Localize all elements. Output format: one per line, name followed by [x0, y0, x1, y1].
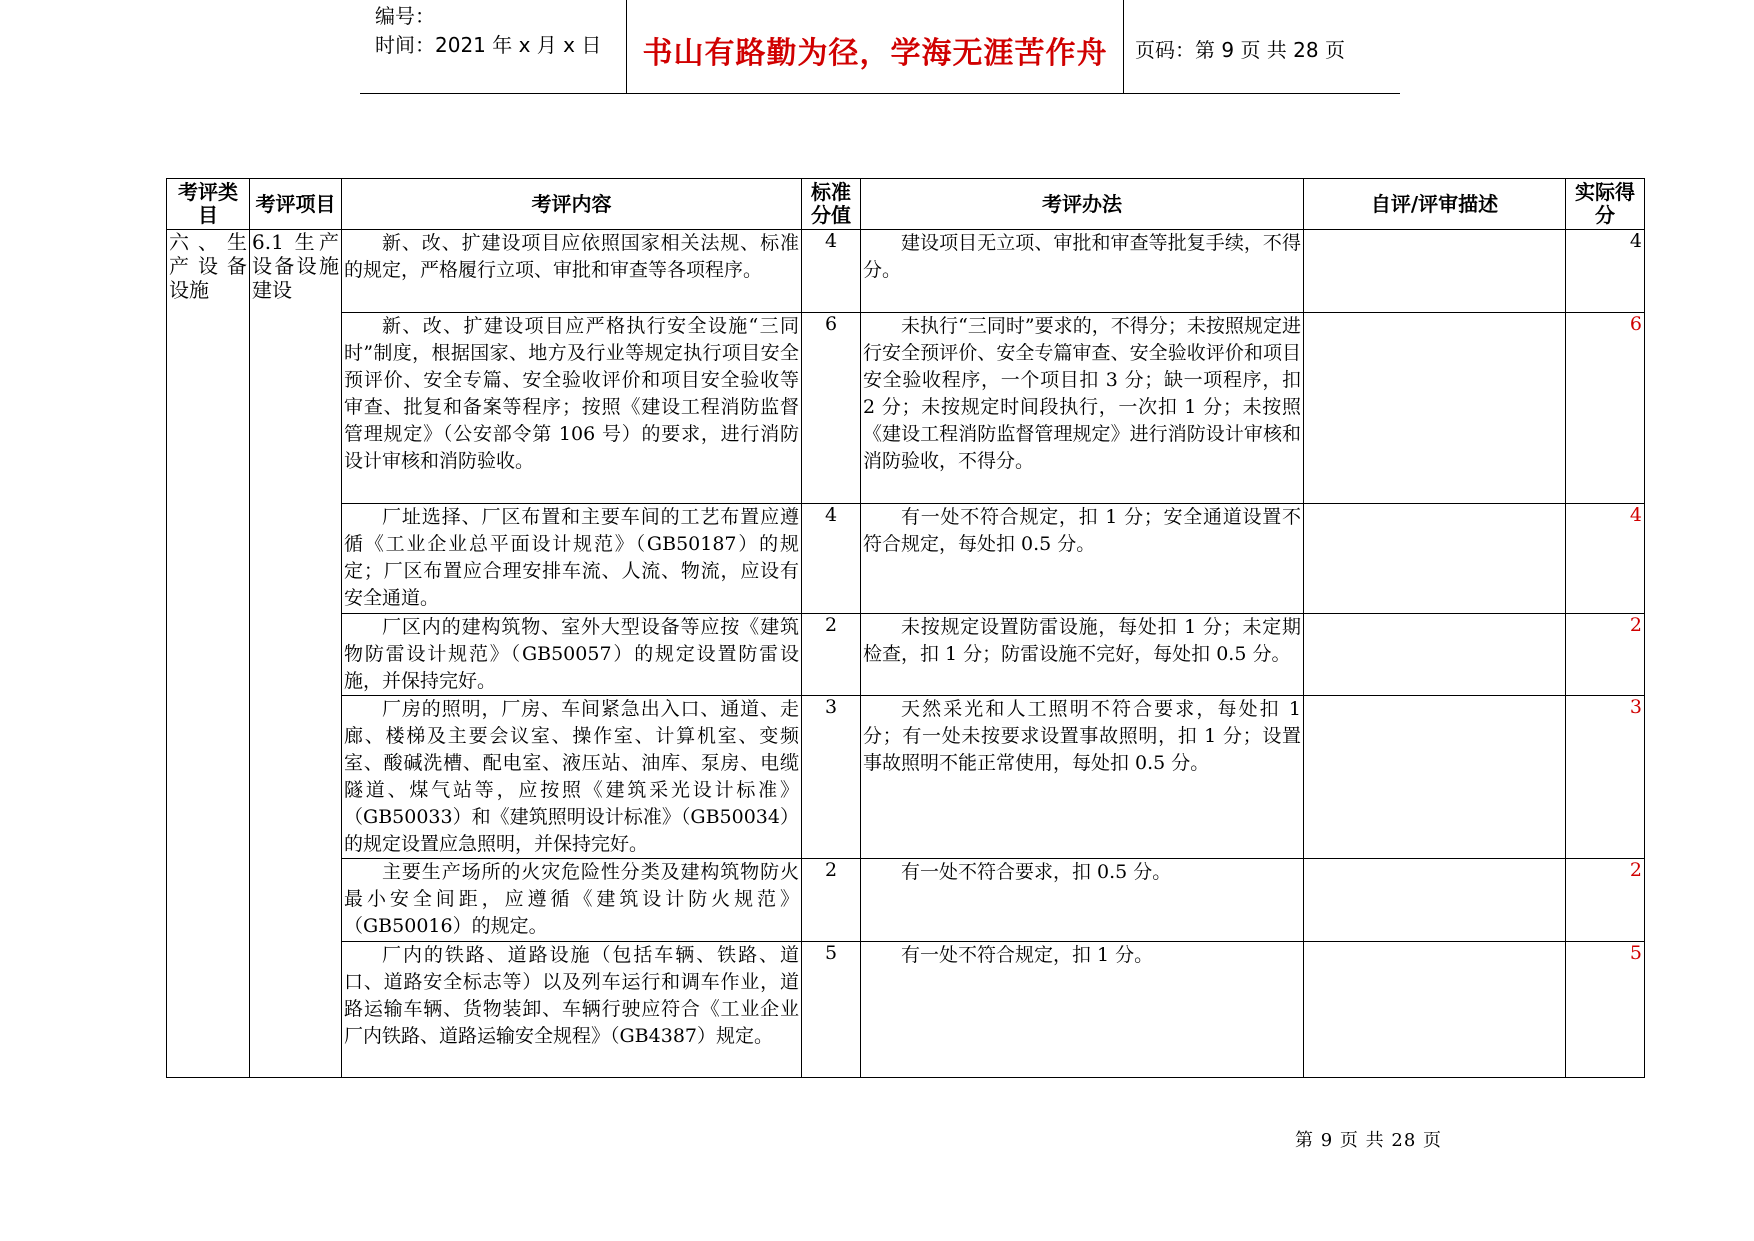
category-cell: 六、生产设备设施	[167, 230, 250, 1078]
score-cell: 4	[802, 230, 861, 313]
content-cell: 新、改、扩建设项目应依照国家相关法规、标准的规定，严格履行立项、审批和审查等各项程序。	[342, 230, 802, 313]
score-cell: 4	[802, 504, 861, 614]
content-cell: 厂房的照明，厂房、车间紧急出入口、通道、走廊、楼梯及主要会议室、操作室、计算机室、变频室、酸碱洗槽、配电室、液压站、油库、泵房、电缆隧道、煤气站等，应按照《建筑采光设计标准》（GB50033）和《建筑照明设计标准》（GB50034）的规定设置应急照明，并保持完好。	[342, 696, 802, 859]
method-cell: 有一处不符合规定，扣 1 分；安全通道设置不符合规定，每处扣 0.5 分。	[861, 504, 1304, 614]
method-cell: 天然采光和人工照明不符合要求，每处扣 1 分；有一处未按要求设置事故照明，扣 1 分；设置事故照明不能正常使用，每处扣 0.5 分。	[861, 696, 1304, 859]
header-motto-box	[626, 0, 1124, 93]
method-cell: 建设项目无立项、审批和审查等批复手续，不得分。	[861, 230, 1304, 313]
table-header-row	[167, 179, 1645, 230]
header-method: 考评办法	[861, 179, 1304, 230]
actual-score-cell: 4	[1566, 504, 1645, 614]
method-cell: 有一处不符合规定，扣 1 分。	[861, 942, 1304, 1078]
method-cell: 未按规定设置防雷设施，每处扣 1 分；未定期检查，扣 1 分；防雷设施不完好，每处扣 0.5 分。	[861, 614, 1304, 696]
header-actual: 实际得分	[1566, 179, 1645, 230]
content-cell: 厂内的铁路、道路设施（包括车辆、铁路、道口、道路安全标志等）以及列车运行和调车作业，道路运输车辆、货物装卸、车辆行驶应符合《工业企业厂内铁路、道路运输安全规程》（GB4387）规定。	[342, 942, 802, 1078]
date-label: 时间：2021 年 x 月 x 日	[375, 33, 602, 57]
actual-score-cell: 2	[1566, 614, 1645, 696]
score-cell: 2	[802, 614, 861, 696]
method-cell: 有一处不符合要求，扣 0.5 分。	[861, 859, 1304, 942]
header-score: 标准分值	[802, 179, 861, 230]
header-left	[375, 2, 601, 60]
table-row	[167, 942, 1645, 1078]
table-row	[167, 614, 1645, 696]
page-footer: 第 9 页 共 28 页	[1295, 1130, 1442, 1151]
self-review-cell[interactable]	[1304, 942, 1566, 1078]
actual-score-cell: 2	[1566, 859, 1645, 942]
score-cell: 5	[802, 942, 861, 1078]
self-review-cell[interactable]	[1304, 313, 1566, 504]
table-row	[167, 696, 1645, 859]
header-content: 考评内容	[342, 179, 802, 230]
actual-score-cell: 3	[1566, 696, 1645, 859]
method-cell: 未执行“三同时”要求的，不得分；未按照规定进行安全预评价、安全专篇审查、安全验收评价和项目安全验收程序，一个项目扣 3 分；缺一项程序，扣 2 分；未按规定时间段执行，一次扣 1 分；未按照《建设工程消防监督管理规定》进行消防设计审核和消防验收，不得分。	[861, 313, 1304, 504]
actual-score-cell: 6	[1566, 313, 1645, 504]
score-cell: 6	[802, 313, 861, 504]
content-cell: 厂址选择、厂区布置和主要车间的工艺布置应遵循《工业企业总平面设计规范》（GB50187）的规定；厂区布置应合理安排车流、人流、物流，应设有安全通道。	[342, 504, 802, 614]
content-cell: 主要生产场所的火灾危险性分类及建构筑物防火最小安全间距，应遵循《建筑设计防火规范》（GB50016）的规定。	[342, 859, 802, 942]
actual-score-cell: 4	[1566, 230, 1645, 313]
table-row	[167, 859, 1645, 942]
motto: 书山有路勤为径，学海无涯苦作舟	[642, 36, 1108, 71]
number-label: 编号：	[375, 4, 435, 28]
content-cell: 厂区内的建构筑物、室外大型设备等应按《建筑物防雷设计规范》（GB50057）的规定设置防雷设施，并保持完好。	[342, 614, 802, 696]
content-cell: 新、改、扩建设项目应严格执行安全设施“三同时”制度，根据国家、地方及行业等规定执行项目安全预评价、安全专篇、安全验收评价和项目安全验收等审查、批复和备案等程序；按照《建设工程消防监督管理规定》（公安部令第 106 号）的要求，进行消防设计审核和消防验收。	[342, 313, 802, 504]
header-project: 考评项目	[250, 179, 342, 230]
table-row	[167, 230, 1645, 313]
page-indicator: 页码：第 9 页 共 28 页	[1135, 38, 1345, 62]
table-row	[167, 313, 1645, 504]
actual-score-cell: 5	[1566, 942, 1645, 1078]
evaluation-table	[166, 178, 1645, 1078]
self-review-cell[interactable]	[1304, 859, 1566, 942]
score-cell: 3	[802, 696, 861, 859]
self-review-cell[interactable]	[1304, 696, 1566, 859]
project-cell: 6.1 生产设备设施建设	[250, 230, 342, 1078]
self-review-cell[interactable]	[1304, 230, 1566, 313]
self-review-cell[interactable]	[1304, 504, 1566, 614]
table-row	[167, 504, 1645, 614]
score-cell: 2	[802, 859, 861, 942]
page-header	[360, 0, 1400, 94]
header-self-review: 自评/评审描述	[1304, 179, 1566, 230]
header-category: 考评类目	[167, 179, 250, 230]
self-review-cell[interactable]	[1304, 614, 1566, 696]
